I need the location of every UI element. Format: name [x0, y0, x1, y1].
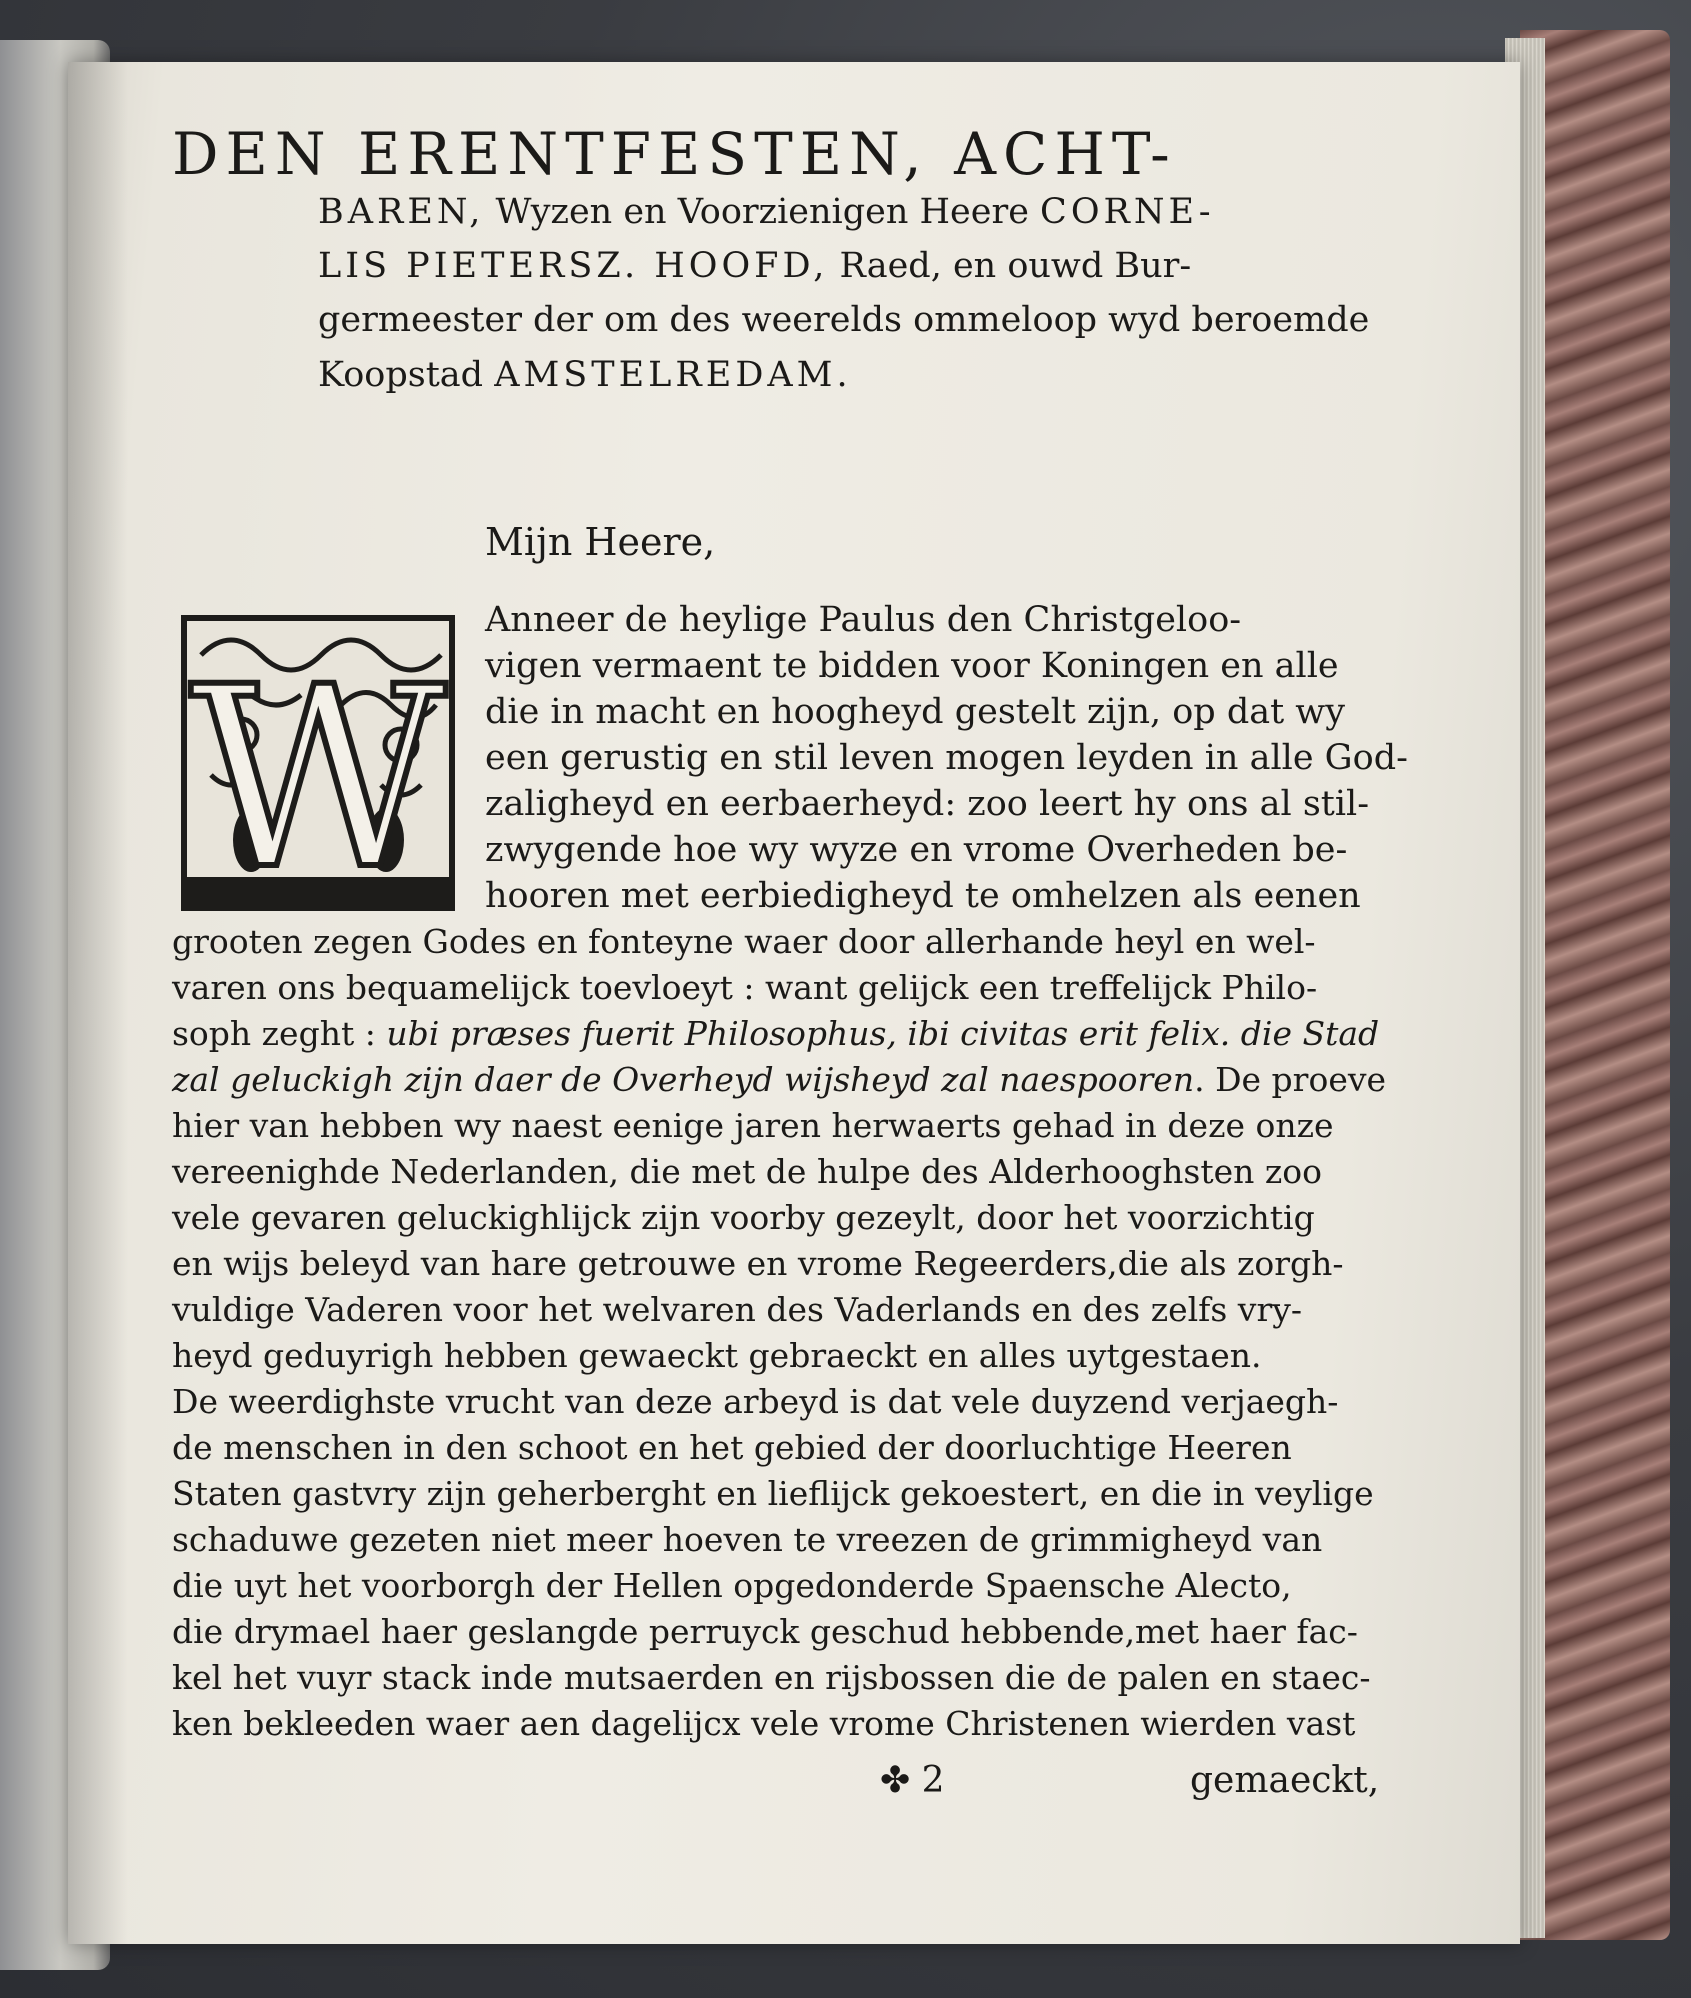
text-line: die uyt het voorborgh der Hellen opgedonderde Spaensche Alecto,: [172, 1566, 1292, 1605]
signature-mark: ✤ 2: [880, 1760, 945, 1801]
text-line: ken bekleeden waer aen dagelijcx vele vrome Christenen wierden vast: [172, 1704, 1356, 1743]
text-line: vereenighde Nederlanden, die met de hulpe des Alderhooghsten zoo: [172, 1152, 1323, 1191]
catchword: gemaeckt,: [1190, 1760, 1380, 1801]
heading-text: Raed, en ouwd Bur-: [828, 246, 1192, 286]
text-line: De weerdighste vrucht van deze arbeyd is dat vele duyzend verjaegh-: [172, 1382, 1339, 1421]
dedication-heading-line-4: germeester der om des weerelds ommeloop wyd beroemde: [318, 300, 1370, 340]
text-line: een gerustig en stil leven mogen leyden in alle God-: [485, 738, 1408, 778]
text-line: zaligheyd en eerbaerheyd: zoo leert hy ons al stil-: [485, 784, 1370, 824]
heading-text: Koopstad: [318, 355, 495, 395]
text-line: Staten gastvry zijn geherberght en lieflijck gekoestert, en die in veylige: [172, 1474, 1374, 1513]
quote-translation-line: [172, 1060, 1386, 1099]
text-line: heyd geduyrigh hebben gewaeckt gebraeckt en alles uytgestaen.: [172, 1336, 1262, 1375]
initial-letter: W: [189, 633, 447, 911]
text-line: Anneer de heylige Paulus den Christgeloo-: [485, 600, 1242, 640]
text-line: vele gevaren geluckighlijck zijn voorby gezeylt, door het voorzichtig: [172, 1198, 1315, 1237]
heading-city: AMSTELREDAM.: [494, 355, 852, 395]
dedication-heading-line-1: DEN ERENTFESTEN, ACHT-: [172, 120, 1177, 188]
text-line: kel het vuyr stack inde mutsaerden en rijsbossen die de palen en staec-: [172, 1658, 1371, 1697]
text-line: vuldige Vaderen voor het welvaren des Vaderlands en des zelfs vry-: [172, 1290, 1303, 1329]
text-line: zwygende hoe wy wyze en vrome Overheden be-: [485, 830, 1348, 870]
text-line: grooten zegen Godes en fonteyne waer door allerhande heyl en wel-: [172, 922, 1316, 961]
text-line: de menschen in den schoot en het gebied der doorluchtige Heeren: [172, 1428, 1292, 1467]
dedication-heading-line-2: [318, 192, 1215, 232]
text-line: hooren met eerbiedigheyd te omhelzen als eenen: [485, 876, 1361, 916]
heading-name: LIS PIETERSZ. HOOFD,: [318, 246, 829, 286]
latin-quote: ubi præses fuerit Philosophus, ibi civitas erit felix. die Stad: [386, 1014, 1380, 1053]
woodcut-ornament-icon: [181, 615, 455, 911]
text-line: varen ons bequamelijck toevloeyt : want gelijck een treffelijck Philo-: [172, 968, 1318, 1007]
heading-caps: BAREN,: [318, 192, 485, 232]
text-line: die in macht en hoogheyd gestelt zijn, op dat wy: [485, 692, 1346, 732]
dedication-heading-line-3: [318, 246, 1191, 286]
heading-name: CORNE-: [1040, 192, 1215, 232]
text-prefix: soph zeght :: [172, 1014, 387, 1053]
latin-quote-line: [172, 1014, 1379, 1053]
text-line: en wijs beleyd van hare getrouwe en vrome Regeerders,die als zorgh-: [172, 1244, 1344, 1283]
text-line: vigen vermaent te bidden voor Koningen en alle: [485, 646, 1339, 686]
quote-translation: zal geluckigh zijn daer de Overheyd wijsheyd zal naespooren: [172, 1060, 1195, 1099]
text-line: hier van hebben wy naest eenige jaren herwaerts gehad in deze onze: [172, 1106, 1334, 1145]
text-line: schaduwe gezeten niet meer hoeven te vreezen de grimmigheyd van: [172, 1520, 1323, 1559]
text-suffix: . De proeve: [1194, 1060, 1387, 1099]
text-line: die drymael haer geslangde perruyck geschud hebbende,met haer fac-: [172, 1612, 1358, 1651]
salutation: Mijn Heere,: [485, 520, 716, 564]
decorated-initial-w: [181, 615, 455, 911]
heading-text: Wyzen en Voorzienigen Heere: [484, 192, 1041, 232]
dedication-heading-line-5: [318, 355, 852, 395]
